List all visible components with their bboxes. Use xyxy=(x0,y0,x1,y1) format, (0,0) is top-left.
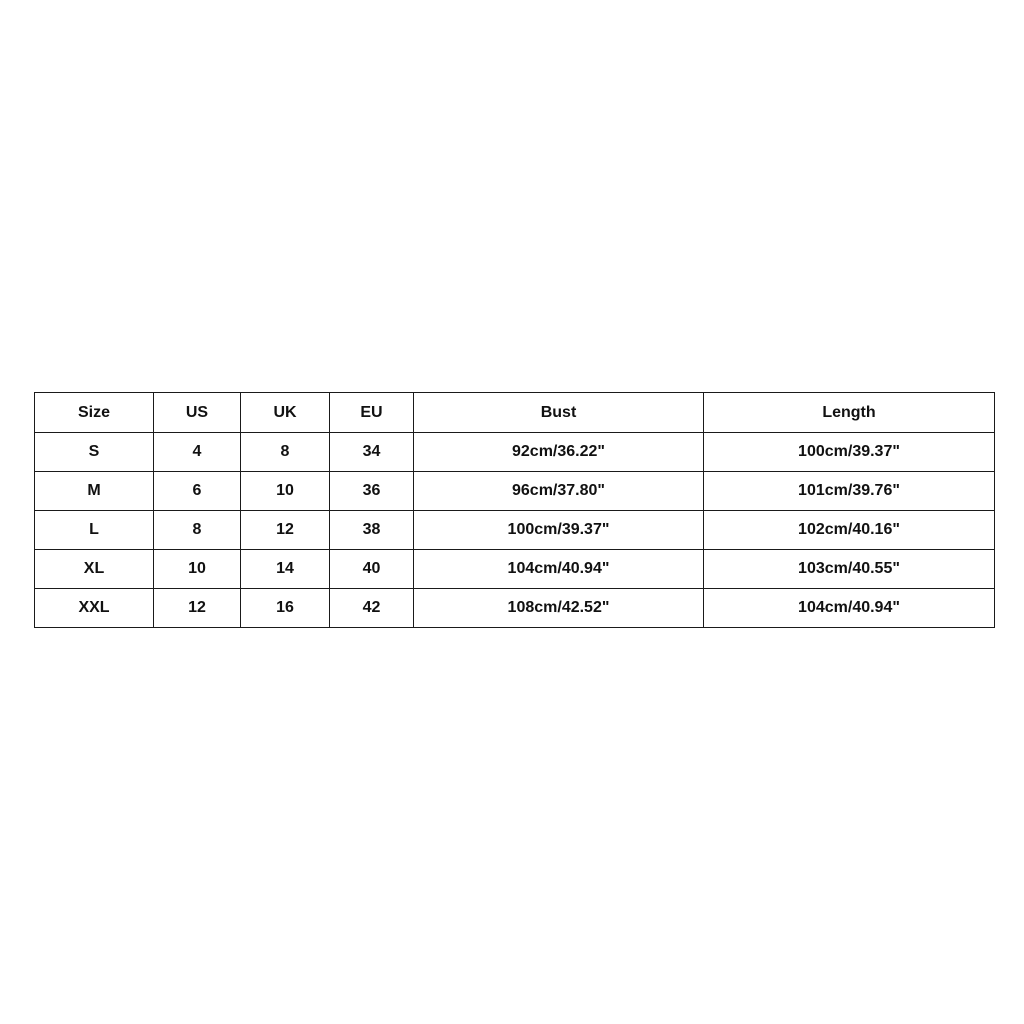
cell-size: M xyxy=(35,472,154,511)
cell-uk: 16 xyxy=(241,589,330,628)
cell-eu: 36 xyxy=(330,472,414,511)
table-row xyxy=(35,472,995,511)
table-row xyxy=(35,550,995,589)
table-row xyxy=(35,589,995,628)
cell-us: 10 xyxy=(154,550,241,589)
cell-eu: 38 xyxy=(330,511,414,550)
cell-bust: 96cm/37.80" xyxy=(414,472,704,511)
cell-bust: 92cm/36.22" xyxy=(414,433,704,472)
table-row xyxy=(35,511,995,550)
cell-size: L xyxy=(35,511,154,550)
cell-uk: 8 xyxy=(241,433,330,472)
cell-uk: 10 xyxy=(241,472,330,511)
cell-uk: 12 xyxy=(241,511,330,550)
cell-size: XL xyxy=(35,550,154,589)
header-uk: UK xyxy=(241,393,330,433)
size-chart-table xyxy=(34,392,995,628)
header-eu: EU xyxy=(330,393,414,433)
cell-eu: 34 xyxy=(330,433,414,472)
cell-us: 4 xyxy=(154,433,241,472)
header-length: Length xyxy=(704,393,995,433)
table-header-row xyxy=(35,393,995,433)
header-size: Size xyxy=(35,393,154,433)
cell-length: 103cm/40.55" xyxy=(704,550,995,589)
cell-us: 8 xyxy=(154,511,241,550)
cell-bust: 108cm/42.52" xyxy=(414,589,704,628)
cell-length: 104cm/40.94" xyxy=(704,589,995,628)
header-us: US xyxy=(154,393,241,433)
cell-us: 6 xyxy=(154,472,241,511)
cell-length: 102cm/40.16" xyxy=(704,511,995,550)
table-row xyxy=(35,433,995,472)
cell-size: XXL xyxy=(35,589,154,628)
cell-size: S xyxy=(35,433,154,472)
cell-uk: 14 xyxy=(241,550,330,589)
cell-length: 100cm/39.37" xyxy=(704,433,995,472)
cell-eu: 40 xyxy=(330,550,414,589)
cell-eu: 42 xyxy=(330,589,414,628)
cell-bust: 104cm/40.94" xyxy=(414,550,704,589)
header-bust: Bust xyxy=(414,393,704,433)
cell-us: 12 xyxy=(154,589,241,628)
cell-bust: 100cm/39.37" xyxy=(414,511,704,550)
cell-length: 101cm/39.76" xyxy=(704,472,995,511)
